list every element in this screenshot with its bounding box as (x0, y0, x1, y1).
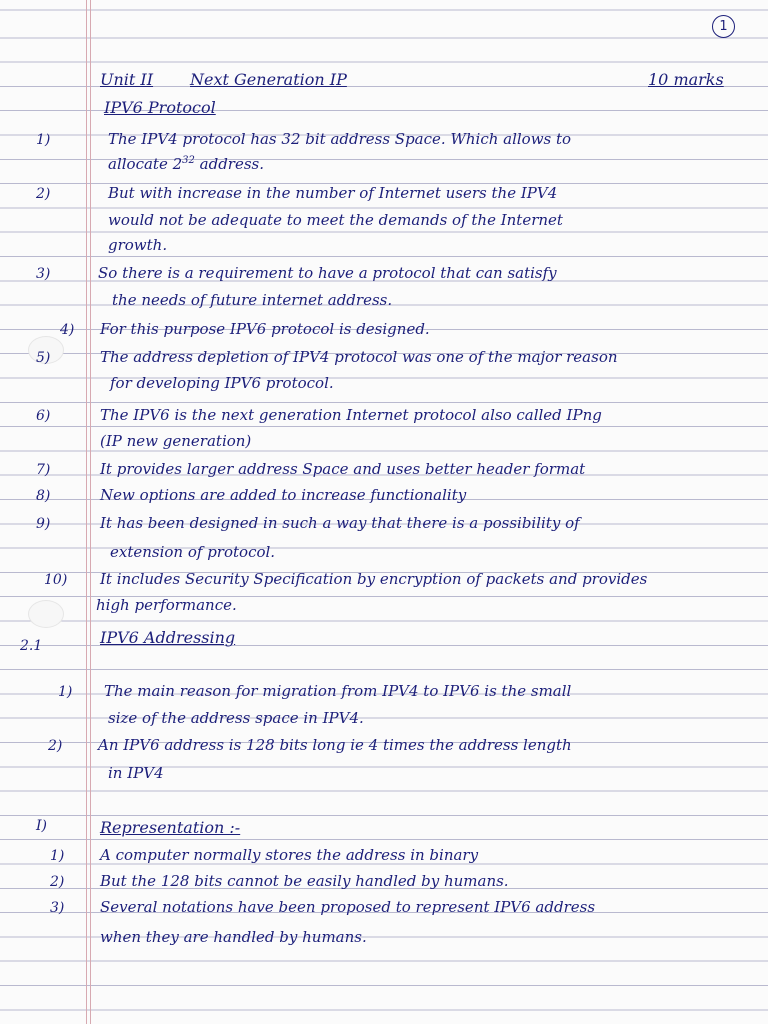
item-number: 10) (44, 572, 68, 588)
item-number: 5) (36, 350, 51, 366)
item-number: 7) (36, 462, 51, 478)
topic-heading: IPV6 Protocol (104, 98, 216, 117)
item-text-line: New options are added to increase functionality (100, 486, 467, 504)
item-text-line: growth. (108, 236, 168, 254)
item-text-line: The main reason for migration from IPV4 to IPV6 is the small (104, 682, 572, 700)
item-number: 4) (60, 322, 75, 338)
section-heading: Representation :- (100, 818, 241, 837)
item-text-line: Several notations have been proposed to represent IPV6 address (100, 898, 596, 916)
item-text-line: in IPV4 (108, 764, 164, 782)
item-text-line: extension of protocol. (110, 543, 276, 561)
item-number: 1) (58, 684, 73, 700)
item-text-line: An IPV6 address is 128 bits long ie 4 times the address length (98, 736, 572, 754)
item-number: 9) (36, 516, 51, 532)
marks-label: 10 marks (648, 70, 724, 89)
margin-line-left-inner (90, 0, 91, 1024)
item-number: 1) (50, 848, 65, 864)
item-text-line: So there is a requirement to have a protocol that can satisfy (98, 264, 557, 282)
item-text-line: allocate $2^{32}$ address. (108, 155, 265, 173)
item-text-line: high performance. (96, 596, 237, 614)
item-number: 8) (36, 488, 51, 504)
item-text-line: for developing IPV6 protocol. (110, 374, 334, 392)
item-number: 2) (48, 738, 63, 754)
section-number: 2.1 (20, 638, 43, 654)
section-heading: IPV6 Addressing (100, 628, 236, 647)
item-text-line: would not be adequate to meet the demands of the Internet (108, 211, 563, 229)
item-text-line: It provides larger address Space and uses better header format (100, 460, 586, 478)
unit-label: Unit II (100, 70, 154, 89)
item-number: 3) (50, 900, 65, 916)
item-text-line: A computer normally stores the address in binary (100, 846, 479, 864)
item-text-line: For this purpose IPV6 protocol is designed. (100, 320, 430, 338)
item-number: 1) (36, 132, 51, 148)
item-text-line: But the 128 bits cannot be easily handled by humans. (100, 872, 509, 890)
item-text-line: size of the address space in IPV4. (108, 709, 364, 727)
item-text-line: But with increase in the number of Internet users the IPV4 (108, 184, 558, 202)
item-number: 6) (36, 408, 51, 424)
page-number: 1 (712, 15, 735, 38)
item-number: 2) (36, 186, 51, 202)
item-text-line: the needs of future internet address. (112, 291, 393, 309)
item-text-line: The IPV4 protocol has 32 bit address Space. Which allows to (108, 130, 572, 148)
item-text-line: (IP new generation) (100, 432, 252, 450)
item-number: 3) (36, 266, 51, 282)
margin-line-left (86, 0, 87, 1024)
item-text-line: The IPV6 is the next generation Internet protocol also called IPng (100, 406, 602, 424)
item-text-line: The address depletion of IPV4 protocol was one of the major reason (100, 348, 618, 366)
page-title: Next Generation IP (190, 70, 347, 89)
item-text-line: when they are handled by humans. (100, 928, 367, 946)
punch-hole (28, 600, 64, 628)
item-text-line: It has been designed in such a way that there is a possibility of (100, 514, 580, 532)
item-number: 2) (50, 874, 65, 890)
item-text-line: It includes Security Specification by encryption of packets and provides (100, 570, 648, 588)
section-number: I) (36, 818, 47, 834)
